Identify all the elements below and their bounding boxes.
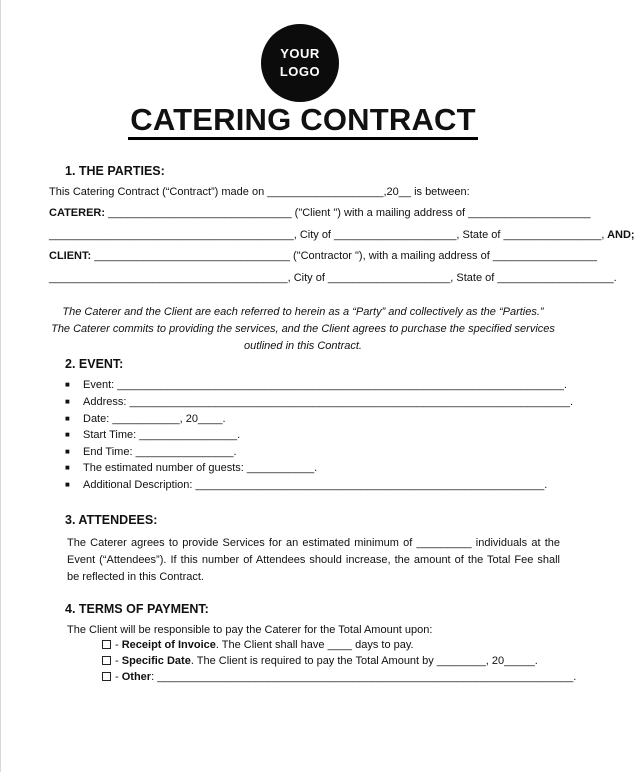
caterer-line-text: ______________________________ ("Client ") with a mailing address of ____________________: [105, 207, 591, 219]
parties-note-1: The Caterer and the Client are each referred to herein as a “Party” and collectively as the “Parties.”: [62, 306, 544, 318]
payment-option-other-label: Other: [121, 671, 152, 683]
client-line-text: ________________________________ ("Contractor "), with a mailing address of _________________: [91, 250, 597, 262]
client-address-line: _______________________________________, City of ____________________, State of ___________________.: [49, 272, 617, 284]
section-heading-attendees: 3. ATTENDEES:: [65, 513, 158, 527]
event-item-start-time: Start Time: ________________.: [83, 429, 241, 441]
payment-option-other: [102, 670, 576, 684]
bullet-guests: ■: [65, 463, 70, 472]
caterer-label: CATERER:: [49, 207, 106, 219]
logo-line-2: LOGO: [279, 64, 321, 79]
payment-intro: The Client will be responsible to pay the Caterer for the Total Amount upon:: [67, 624, 433, 636]
client-line: [49, 249, 597, 263]
caterer-address-text: ________________________________________, City of ____________________, State of ________________,: [49, 229, 605, 241]
event-item-event: Event: _________________________________________________________________________.: [83, 379, 567, 391]
payment-option-invoice: [102, 638, 414, 652]
event-item-description: Additional Description: _________________________________________________________.: [83, 479, 548, 491]
event-item-guests: The estimated number of guests: ___________.: [83, 462, 318, 474]
payment-option-date-label: Specific Date: [121, 655, 191, 667]
section-heading-parties: 1. THE PARTIES:: [65, 164, 165, 178]
and-label: AND;: [604, 229, 635, 241]
logo-line-1: YOUR: [280, 46, 320, 61]
payment-option-invoice-dash: -: [115, 639, 122, 651]
checkbox-specific-date[interactable]: [102, 656, 111, 665]
payment-option-other-text: : ____________________________________________________________________.: [151, 671, 577, 683]
event-item-address: Address: ________________________________________________________________________.: [83, 396, 573, 408]
payment-option-invoice-label: Receipt of Invoice: [121, 639, 216, 651]
parties-note-2: The Caterer commits to providing the services, and the Client agrees to purchase the specified services: [51, 323, 555, 335]
payment-option-other-dash: -: [115, 671, 122, 683]
bullet-description: ■: [65, 480, 70, 489]
bullet-event: ■: [65, 380, 70, 389]
bullet-start-time: ■: [65, 430, 70, 439]
caterer-address-line: [49, 228, 635, 242]
event-item-end-time: End Time: ________________.: [83, 446, 237, 458]
bullet-end-time: ■: [65, 447, 70, 456]
section-heading-event: 2. EVENT:: [65, 357, 124, 371]
attendees-paragraph: The Caterer agrees to provide Services for an estimated minimum of _________ individuals at the Event (“Attendees”). If this number of Attendees should increase, the amount of the Total Fee shall be reflected in this Contract.: [67, 537, 560, 583]
checkbox-invoice[interactable]: [102, 640, 111, 649]
checkbox-other[interactable]: [102, 672, 111, 681]
document-title: CATERING CONTRACT: [1, 102, 605, 140]
bullet-address: ■: [65, 397, 70, 406]
payment-option-date: [102, 654, 538, 668]
caterer-line: [49, 206, 591, 220]
logo-badge: [261, 24, 339, 102]
client-label: CLIENT:: [49, 250, 92, 262]
parties-intro-line: This Catering Contract (“Contract”) made on ___________________,20__ is between:: [49, 186, 470, 198]
payment-option-date-dash: -: [115, 655, 122, 667]
payment-option-invoice-text: . The Client shall have ____ days to pay.: [215, 639, 414, 651]
section-heading-payment: 4. TERMS OF PAYMENT:: [65, 602, 209, 616]
parties-note-3: outlined in this Contract.: [243, 340, 362, 352]
payment-option-date-text: . The Client is required to pay the Total Amount by ________, 20_____.: [190, 655, 538, 667]
event-item-date: Date: ___________, 20____.: [83, 413, 226, 425]
bullet-date: ■: [65, 414, 70, 423]
